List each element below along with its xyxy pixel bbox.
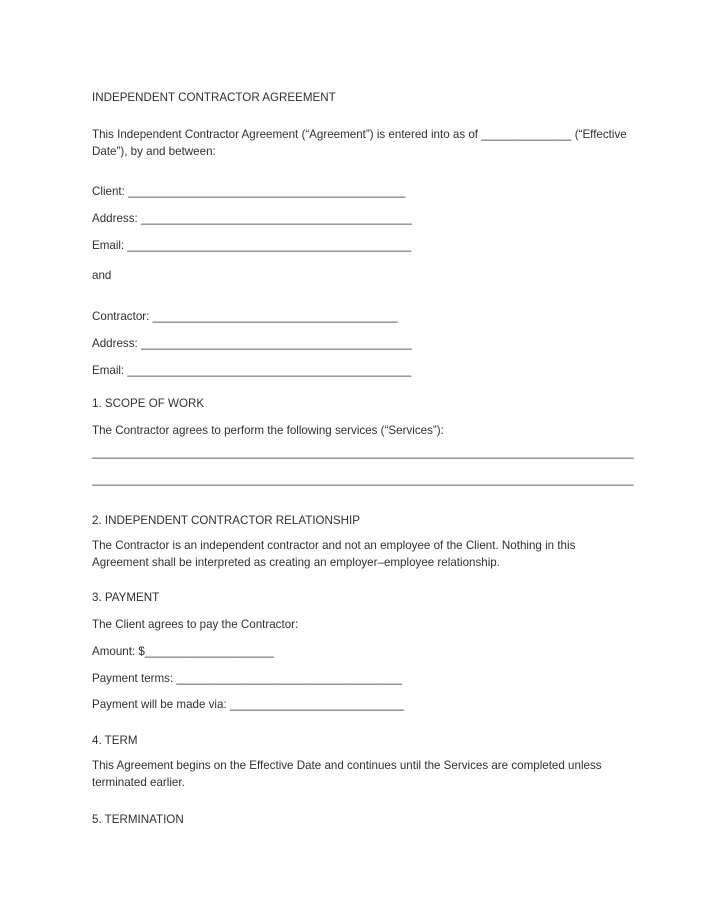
- relationship-body-line-2: Agreement shall be interpreted as creating an employer–employee relationship.: [92, 556, 500, 569]
- services-blank-line-1: ____________________________________________________________________________________: [92, 446, 634, 459]
- term-body-line-1: This Agreement begins on the Effective Date and continues until the Services are completed unless: [92, 759, 602, 772]
- intro-line-2: Date”), by and between:: [92, 145, 216, 158]
- payment-body: The Client agrees to pay the Contractor:: [92, 618, 299, 631]
- intro-line-1: This Independent Contractor Agreement (“Agreement”) is entered into as of ______________ (“Effective: [92, 128, 627, 141]
- client-email-blank-line: Email: ____________________________________________: [92, 239, 412, 252]
- contractor-relationship-body: [92, 537, 575, 571]
- section-heading-contractor-relationship: 2. INDEPENDENT CONTRACTOR RELATIONSHIP: [92, 514, 360, 527]
- section-heading-termination: 5. TERMINATION: [92, 813, 184, 826]
- scope-of-work-body: The Contractor agrees to perform the following services (“Services”):: [92, 424, 444, 437]
- payment-method-blank-line: Payment will be made via: ___________________________: [92, 698, 404, 711]
- relationship-body-line-1: The Contractor is an independent contractor and not an employee of the Client. Nothing in this: [92, 539, 576, 552]
- payment-terms-blank-line: Payment terms: ___________________________________: [92, 672, 403, 685]
- services-blank-line-2: ____________________________________________________________________________________: [92, 473, 634, 486]
- contractor-email-blank-line: Email: ____________________________________________: [92, 364, 412, 377]
- intro-paragraph: [92, 126, 627, 160]
- contractor-name-blank-line: Contractor: ______________________________________: [92, 310, 398, 323]
- section-heading-term: 4. TERM: [92, 734, 138, 747]
- section-heading-scope-of-work: 1. SCOPE OF WORK: [92, 397, 205, 410]
- section-heading-payment: 3. PAYMENT: [92, 591, 160, 604]
- contractor-address-blank-line: Address: __________________________________________: [92, 337, 412, 350]
- document-title: INDEPENDENT CONTRACTOR AGREEMENT: [92, 91, 336, 104]
- payment-amount-blank-line: Amount: $____________________: [92, 645, 274, 658]
- client-name-blank-line: Client: ___________________________________________: [92, 185, 406, 198]
- term-body: [92, 757, 602, 791]
- term-body-line-2: terminated earlier.: [92, 776, 185, 789]
- parties-connector-text: and: [92, 269, 112, 282]
- client-address-blank-line: Address: __________________________________________: [92, 212, 412, 225]
